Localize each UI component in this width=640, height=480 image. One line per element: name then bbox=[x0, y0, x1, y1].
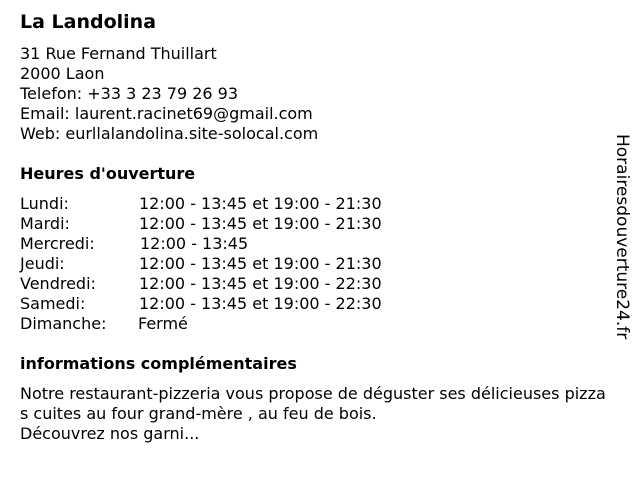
business-name: La Landolina bbox=[20, 11, 157, 33]
info-heading: informations complémentaires bbox=[20, 354, 297, 373]
day-label: Lundi: bbox=[20, 194, 69, 213]
time-value: 12:00 - 13:45 et 19:00 - 21:30 bbox=[139, 254, 382, 273]
hours-row-lundi bbox=[20, 194, 580, 214]
info-more[interactable]: Découvrez nos garni... bbox=[20, 424, 200, 443]
hours-heading: Heures d'ouverture bbox=[20, 164, 196, 183]
info-description bbox=[20, 384, 610, 444]
time-value: 12:00 - 13:45 et 19:00 - 21:30 bbox=[139, 194, 382, 213]
hours-row-samedi bbox=[20, 294, 580, 314]
hours-row-mercredi bbox=[20, 234, 580, 254]
time-value: 12:00 - 13:45 et 19:00 - 22:30 bbox=[139, 274, 382, 293]
address-city: 2000 Laon bbox=[20, 64, 105, 83]
phone-number[interactable]: Telefon: +33 3 23 79 26 93 bbox=[20, 84, 239, 103]
time-value: 12:00 - 13:45 et 19:00 - 21:30 bbox=[139, 214, 382, 233]
day-label: Mardi: bbox=[20, 214, 70, 233]
hours-row-vendredi bbox=[20, 274, 580, 294]
info-text: Notre restaurant-pizzeria vous propose de déguster ses délicieuses pizzas cuites au four grand-mère , au feu de bois. bbox=[20, 384, 606, 423]
hours-row-jeudi bbox=[20, 254, 580, 274]
time-value: 12:00 - 13:45 et 19:00 - 22:30 bbox=[139, 294, 382, 313]
hours-row-dimanche bbox=[20, 314, 580, 334]
day-label: Mercredi: bbox=[20, 234, 95, 253]
day-label: Dimanche: bbox=[20, 314, 107, 333]
email-address[interactable]: Email: laurent.racinet69@gmail.com bbox=[20, 104, 313, 123]
day-label: Samedi: bbox=[20, 294, 86, 313]
hours-row-mardi bbox=[20, 214, 580, 234]
address-street: 31 Rue Fernand Thuillart bbox=[20, 44, 217, 63]
time-value: Fermé bbox=[138, 314, 188, 333]
opening-hours-table bbox=[20, 194, 580, 334]
day-label: Vendredi: bbox=[20, 274, 96, 293]
watermark-link[interactable]: Horairesdouverture24.fr bbox=[612, 134, 632, 340]
time-value: 12:00 - 13:45 bbox=[140, 234, 249, 253]
website-link[interactable]: Web: eurllalandolina.site-solocal.com bbox=[20, 124, 319, 143]
contact-block bbox=[20, 44, 318, 144]
day-label: Jeudi: bbox=[20, 254, 65, 273]
